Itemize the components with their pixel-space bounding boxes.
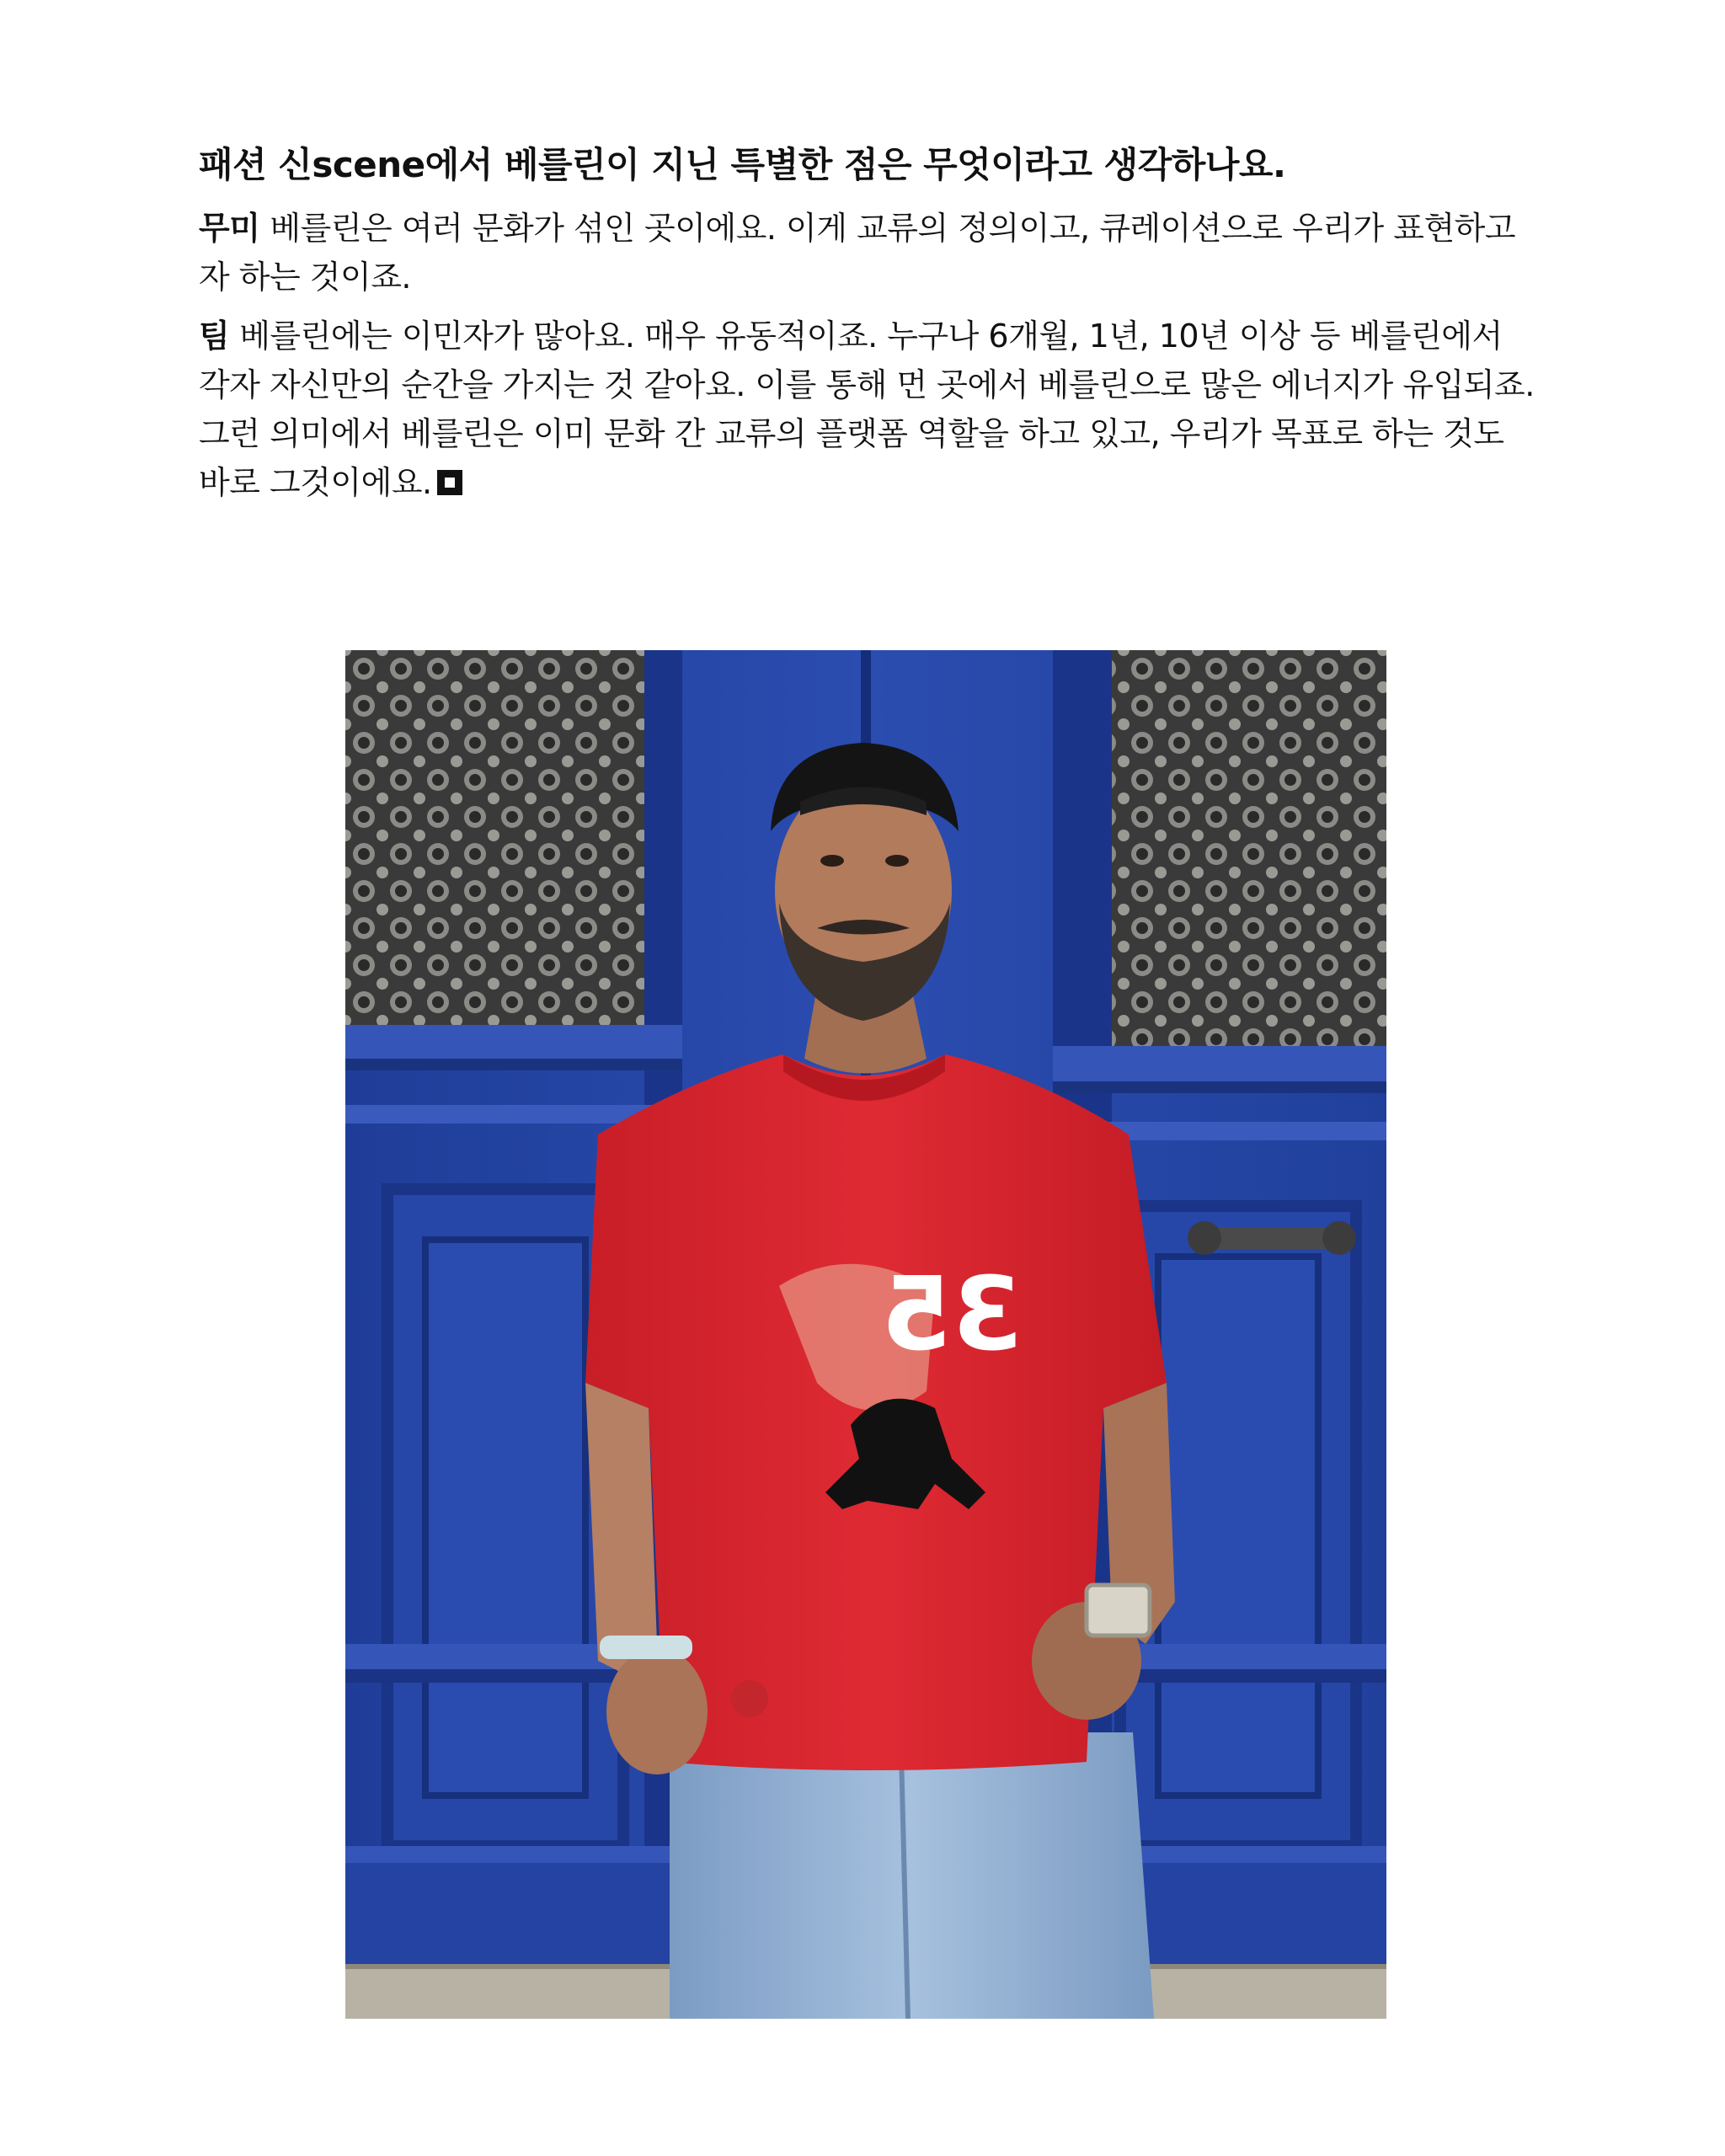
answer-mumi (199, 204, 1538, 302)
answer-text: 베를린에는 이민자가 많아요. 매우 유동적이죠. 누구나 6개월, 1년, 10년 이상 등 베를린에서 각자 자신만의 순간을 가지는 것 같아요. 이를 통해 먼 곳에서 베를린으로 많은 에너지가 유입되죠. 그런 의미에서 베를린은 이미 문화 간 교류의 플랫폼 역할을 하고 있고, 우리가 목표로 하는 것도 바로 그것이에요. (199, 318, 1535, 501)
portrait-photo (345, 650, 1386, 2019)
speaker-name: 무미 (199, 210, 260, 247)
article-body (199, 135, 1538, 517)
svg-text:35: 35 (881, 1257, 1023, 1374)
answer-text: 베를린은 여러 문화가 섞인 곳이에요. 이게 교류의 정의이고, 큐레이션으로 우리가 표현하고자 하는 것이죠. (199, 210, 1516, 296)
square-end-mark-icon (437, 470, 462, 495)
interview-question: 패션 신scene에서 베를린이 지닌 특별한 점은 무엇이라고 생각하나요. (199, 144, 1286, 185)
answer-tim (199, 312, 1538, 507)
speaker-name: 팀 (199, 318, 230, 355)
